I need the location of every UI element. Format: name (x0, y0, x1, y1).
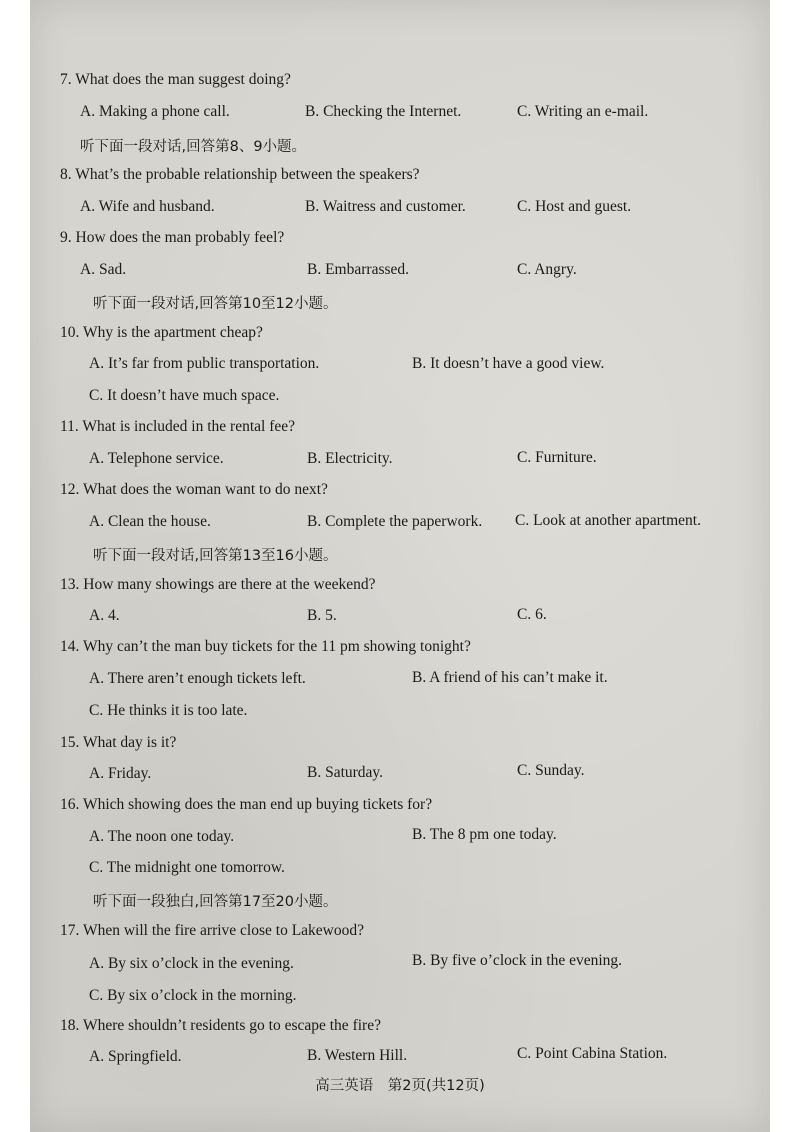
question-10-stem: 10. Why is the apartment cheap? (60, 324, 263, 341)
question-12-stem: 12. What does the woman want to do next? (60, 481, 328, 498)
question-9-option-c: C. Angry. (517, 261, 577, 278)
question-7-option-b: B. Checking the Internet. (305, 103, 462, 120)
question-9-option-a: A. Sad. (80, 261, 127, 278)
question-16-option-c: C. The midnight one tomorrow. (89, 859, 285, 876)
question-18-option-c: C. Point Cabina Station. (517, 1045, 668, 1062)
question-16-option-b: B. The 8 pm one today. (412, 826, 557, 843)
question-7-option-c: C. Writing an e-mail. (517, 103, 649, 120)
instruction-q10-12: 听下面一段对话,回答第10至12小题。 (93, 296, 338, 312)
instruction-q17-20: 听下面一段独白,回答第17至20小题。 (93, 894, 338, 910)
question-8-option-b: B. Waitress and customer. (305, 198, 466, 215)
question-14-option-b: B. A friend of his can’t make it. (412, 669, 608, 686)
question-13-stem: 13. How many showings are there at the weekend? (60, 576, 376, 593)
question-13-option-c: C. 6. (517, 606, 547, 623)
question-10-option-a: A. It’s far from public transportation. (89, 355, 320, 372)
question-18-option-b: B. Western Hill. (307, 1047, 408, 1064)
question-9-stem: 9. How does the man probably feel? (60, 229, 285, 246)
question-16-stem: 16. Which showing does the man end up buying tickets for? (60, 796, 433, 813)
question-13-option-b: B. 5. (307, 607, 337, 624)
question-10-option-c: C. It doesn’t have much space. (89, 387, 280, 404)
page-footer: 高三英语 第2页(共12页) (315, 1078, 485, 1094)
question-7-stem: 7. What does the man suggest doing? (60, 71, 291, 88)
question-11-option-c: C. Furniture. (517, 449, 597, 466)
question-9-option-b: B. Embarrassed. (307, 261, 410, 278)
question-15-stem: 15. What day is it? (60, 734, 177, 751)
question-8-option-a: A. Wife and husband. (80, 198, 215, 215)
question-17-stem: 17. When will the fire arrive close to Lakewood? (60, 922, 365, 939)
question-10-option-b: B. It doesn’t have a good view. (412, 355, 605, 372)
question-13-option-a: A. 4. (89, 607, 120, 624)
question-14-option-a: A. There aren’t enough tickets left. (89, 670, 306, 687)
question-14-option-c: C. He thinks it is too late. (89, 702, 248, 719)
question-7-option-a: A. Making a phone call. (80, 103, 230, 120)
question-11-stem: 11. What is included in the rental fee? (60, 418, 295, 435)
question-14-stem: 14. Why can’t the man buy tickets for the 11 pm showing tonight? (60, 638, 471, 655)
question-15-option-c: C. Sunday. (517, 762, 585, 779)
instruction-q8-9: 听下面一段对话,回答第8、9小题。 (80, 139, 307, 155)
question-17-option-a: A. By six o’clock in the evening. (89, 955, 294, 972)
question-18-option-a: A. Springfield. (89, 1048, 182, 1065)
question-11-option-a: A. Telephone service. (89, 450, 224, 467)
question-12-option-b: B. Complete the paperwork. (307, 513, 483, 530)
question-12-option-c: C. Look at another apartment. (515, 512, 701, 529)
question-8-option-c: C. Host and guest. (517, 198, 632, 215)
question-8-stem: 8. What’s the probable relationship between the speakers? (60, 166, 420, 183)
question-12-option-a: A. Clean the house. (89, 513, 211, 530)
question-18-stem: 18. Where shouldn’t residents go to escape the fire? (60, 1017, 381, 1034)
instruction-q13-16: 听下面一段对话,回答第13至16小题。 (93, 548, 338, 564)
question-16-option-a: A. The noon one today. (89, 828, 235, 845)
question-17-option-b: B. By five o’clock in the evening. (412, 952, 623, 969)
question-17-option-c: C. By six o’clock in the morning. (89, 987, 297, 1004)
question-11-option-b: B. Electricity. (307, 450, 393, 467)
question-15-option-b: B. Saturday. (307, 764, 384, 781)
question-15-option-a: A. Friday. (89, 765, 152, 782)
